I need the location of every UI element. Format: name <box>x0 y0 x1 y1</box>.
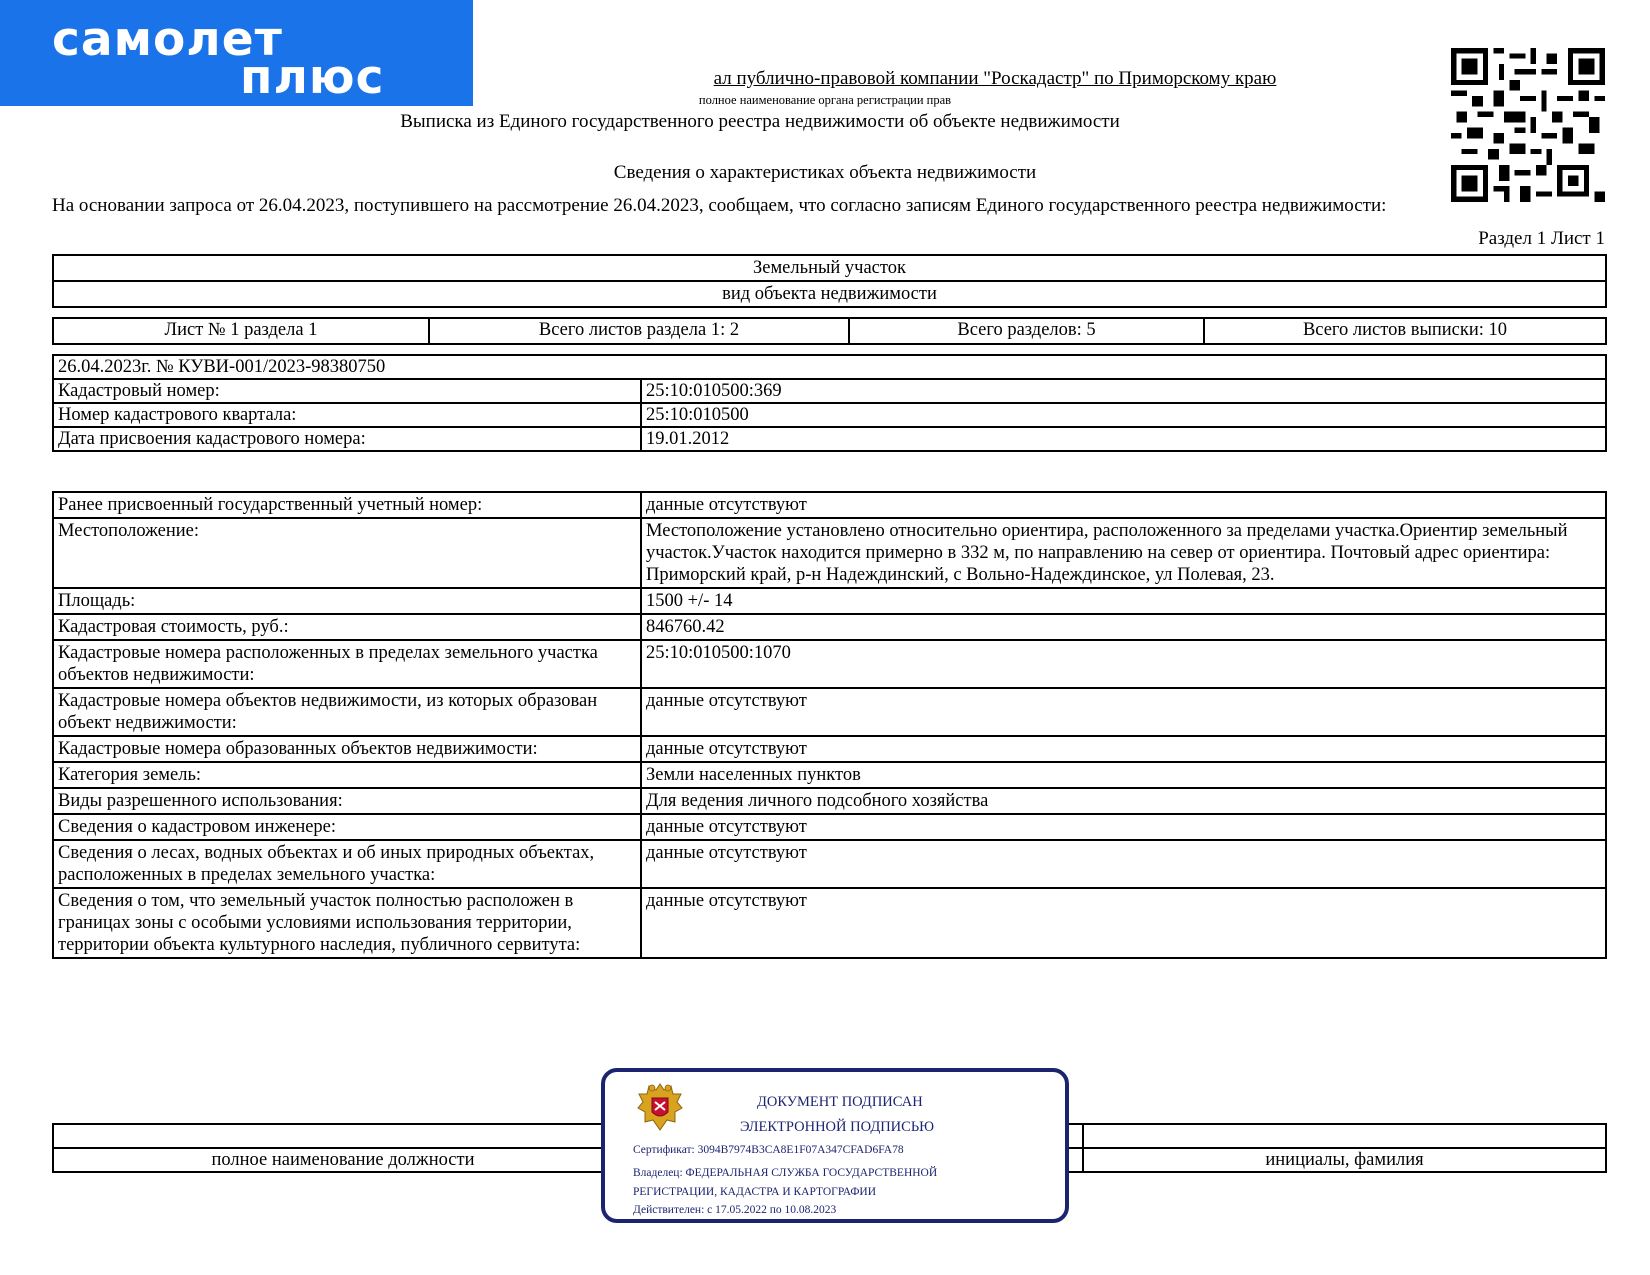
section-sheets-total: Всего листов раздела 1: 2 <box>429 318 849 344</box>
intro-text: На основании запроса от 26.04.2023, поступившего на рассмотрение 26.04.2023, сообщаем, что согласно записям Единого государственного реестра недвижимости: <box>52 195 1387 216</box>
electronic-signature-stamp <box>601 1068 1069 1223</box>
logo-line-2: плюс <box>240 50 385 105</box>
table-row <box>53 640 1606 688</box>
row-value: Для ведения личного подсобного хозяйства <box>641 788 1606 814</box>
position-caption: полное наименование должности <box>53 1148 633 1172</box>
sections-total: Всего разделов: 5 <box>849 318 1204 344</box>
object-kind-caption: вид объекта недвижимости <box>53 281 1606 307</box>
object-kind-table <box>52 254 1607 308</box>
row-value: данные отсутствуют <box>641 840 1606 888</box>
table-row <box>53 814 1606 840</box>
section-sheet-label: Раздел 1 Лист 1 <box>1478 228 1605 249</box>
row-value: 25:10:010500:1070 <box>641 640 1606 688</box>
row-value: 25:10:010500:369 <box>641 379 1606 403</box>
row-label: Номер кадастрового квартала: <box>53 403 641 427</box>
table-row <box>53 588 1606 614</box>
table-row <box>53 518 1606 588</box>
sheets-table <box>52 317 1607 345</box>
row-value: данные отсутствуют <box>641 492 1606 518</box>
registry-org-caption: полное наименование органа регистрации прав <box>698 93 952 107</box>
row-label: Сведения о кадастровом инженере: <box>53 814 641 840</box>
row-label: Сведения о лесах, водных объектах и об иных природных объектах, расположенных в пределах земельного участка: <box>53 840 641 888</box>
row-label: Кадастровая стоимость, руб.: <box>53 614 641 640</box>
name-field <box>1083 1124 1606 1148</box>
row-value: данные отсутствуют <box>641 888 1606 958</box>
table-row <box>53 427 1606 451</box>
table-row <box>53 492 1606 518</box>
row-label: Местоположение: <box>53 518 641 588</box>
table-row <box>53 614 1606 640</box>
table-row <box>53 688 1606 736</box>
row-value: данные отсутствуют <box>641 736 1606 762</box>
stamp-validity: Действителен: с 17.05.2022 по 10.08.2023 <box>633 1204 837 1216</box>
sheet-number: Лист № 1 раздела 1 <box>53 318 429 344</box>
row-value: Местоположение установлено относительно ориентира, расположенного за пределами участка.Ориентир земельный участок.Участок находится примерно в 332 м, по направлению на север от ориентира. Почтовый адрес ориентира: Приморский край, р-н Надеждинский, с Вольно-Надеждинское, ул Полевая, 23. <box>641 518 1606 588</box>
identifiers-table <box>52 354 1607 452</box>
row-label: Категория земель: <box>53 762 641 788</box>
row-value: данные отсутствуют <box>641 688 1606 736</box>
row-label: Виды разрешенного использования: <box>53 788 641 814</box>
row-label: Кадастровые номера объектов недвижимости, из которых образован объект недвижимости: <box>53 688 641 736</box>
row-label: Кадастровые номера образованных объектов недвижимости: <box>53 736 641 762</box>
stamp-line-2: ЭЛЕКТРОННОЙ ПОДПИСЬЮ <box>740 1119 935 1135</box>
row-label: Кадастровые номера расположенных в пределах земельного участка объектов недвижимости: <box>53 640 641 688</box>
row-label: Кадастровый номер: <box>53 379 641 403</box>
row-value: данные отсутствуют <box>641 814 1606 840</box>
position-field <box>53 1124 633 1148</box>
table-row <box>53 762 1606 788</box>
row-label: Дата присвоения кадастрового номера: <box>53 427 641 451</box>
table-row <box>53 888 1606 958</box>
stamp-line-1: ДОКУМЕНТ ПОДПИСАН <box>757 1094 923 1110</box>
name-caption: инициалы, фамилия <box>1083 1148 1606 1172</box>
document-title: Выписка из Единого государственного реестра недвижимости об объекте недвижимости <box>400 111 1120 132</box>
table-row <box>53 379 1606 403</box>
row-value: 19.01.2012 <box>641 427 1606 451</box>
logo-line-1: самолет <box>52 12 283 67</box>
row-value: 846760.42 <box>641 614 1606 640</box>
registry-org-name: ал публично-правовой компании "Роскадастр" по Приморскому краю <box>713 68 1277 89</box>
extract-sheets-total: Всего листов выписки: 10 <box>1204 318 1606 344</box>
row-value: 25:10:010500 <box>641 403 1606 427</box>
row-label: Площадь: <box>53 588 641 614</box>
samolet-plus-logo <box>0 0 473 106</box>
row-label: Ранее присвоенный государственный учетный номер: <box>53 492 641 518</box>
coat-of-arms-icon <box>635 1080 685 1134</box>
row-value: 1500 +/- 14 <box>641 588 1606 614</box>
object-kind: Земельный участок <box>53 255 1606 281</box>
table-row <box>53 403 1606 427</box>
stamp-certificate: Сертификат: 3094B7974B3CA8E1F07A347CFAD6FA78 <box>633 1144 904 1156</box>
details-table <box>52 491 1607 959</box>
row-label: Сведения о том, что земельный участок полностью расположен в границах зоны с особыми условиями использования территории, территории объекта культурного наследия, публичного сервитута: <box>53 888 641 958</box>
table-row <box>53 736 1606 762</box>
document-subtitle: Сведения о характеристиках объекта недвижимости <box>613 162 1037 183</box>
qr-code-icon <box>1451 48 1605 202</box>
row-value: Земли населенных пунктов <box>641 762 1606 788</box>
stamp-owner: Владелец: ФЕДЕРАЛЬНАЯ СЛУЖБА ГОСУДАРСТВЕННОЙ <box>633 1167 938 1179</box>
stamp-owner-2: РЕГИСТРАЦИИ, КАДАСТРА И КАРТОГРАФИИ <box>633 1186 877 1198</box>
table-row <box>53 840 1606 888</box>
table-row <box>53 788 1606 814</box>
request-number: 26.04.2023г. № КУВИ-001/2023-98380750 <box>53 355 1606 379</box>
